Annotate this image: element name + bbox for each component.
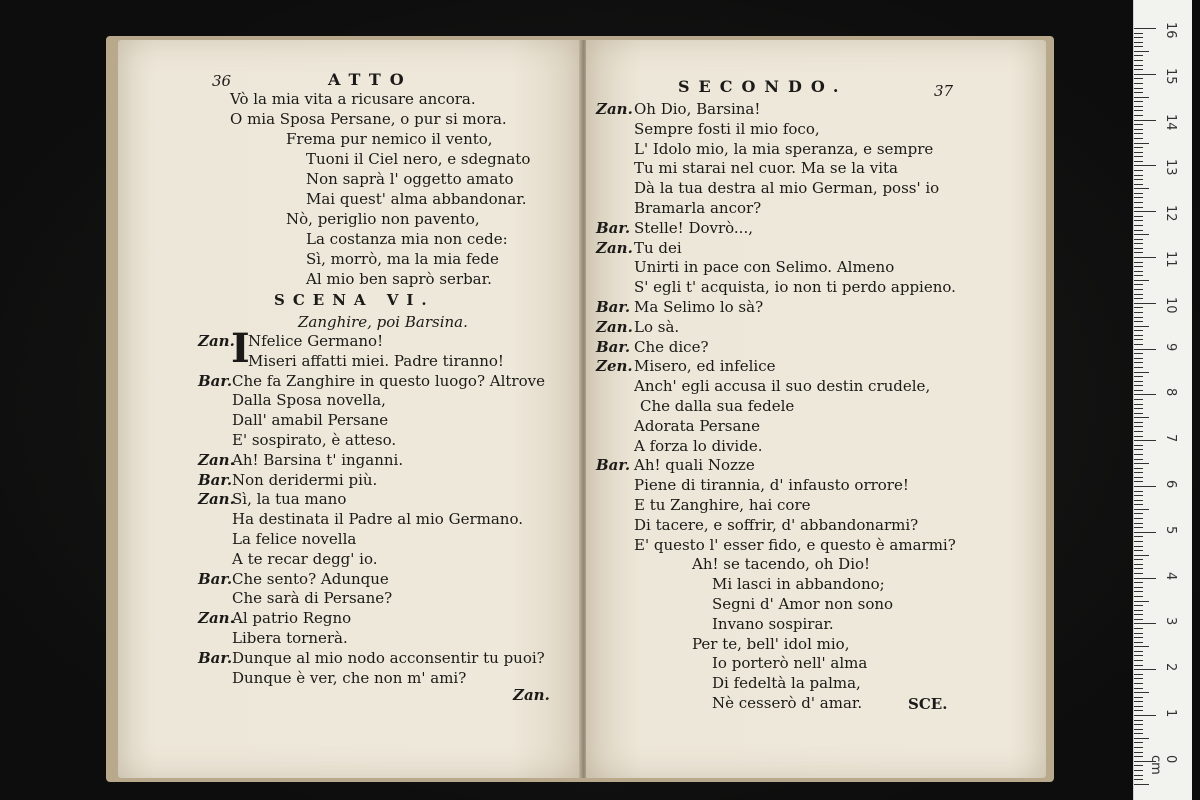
text-line: E tu Zanghire, hai core [634, 496, 811, 514]
ruler-tick [1134, 697, 1143, 698]
text-line: Sempre fosti il mio foco, [634, 119, 820, 138]
text-line: Sì, morrò, ma la mia fede [306, 250, 499, 268]
text-line: Che sarà di Persane? [232, 589, 393, 608]
ruler-number: 2 [1163, 663, 1178, 672]
left-catchword: Zan. [513, 686, 550, 704]
ruler-tick [1134, 170, 1143, 171]
ruler-number: 15 [1163, 67, 1178, 85]
ruler-tick [1134, 280, 1149, 281]
text-line: A forza lo divide. [634, 436, 763, 455]
ruler-tick [1134, 225, 1143, 226]
text-line: Dalla Sposa novella, [232, 391, 386, 410]
text-line: Non deridermi più. [232, 470, 378, 489]
text-line: Dall' amabil Persane [232, 411, 389, 430]
text-line: Invano sospirar. [712, 614, 834, 633]
ruler-tick [1134, 683, 1143, 684]
ruler-tick [1134, 445, 1143, 446]
ruler-tick [1134, 614, 1143, 615]
ruler-tick [1134, 486, 1156, 487]
ruler-tick [1134, 69, 1143, 70]
text-line: E' sospirato, è atteso. [232, 431, 397, 449]
ruler-tick [1134, 449, 1143, 450]
ruler-tick [1134, 413, 1143, 414]
ruler-tick [1134, 509, 1149, 510]
ruler-tick [1134, 550, 1143, 551]
ruler-tick [1134, 729, 1143, 730]
ruler-tick [1134, 463, 1149, 464]
ruler-tick [1134, 129, 1143, 130]
ruler-tick [1134, 431, 1143, 432]
scene-heading: SCENA VI. [274, 291, 435, 309]
text-line: Ah! se tacendo, oh Dio! [692, 555, 871, 574]
text-line: La felice novella [232, 530, 357, 548]
ruler-tick [1134, 60, 1143, 61]
text-line: Ah! Barsina t' inganni. [232, 450, 404, 469]
ruler-number: 7 [1163, 434, 1178, 443]
ruler-tick [1134, 349, 1156, 350]
ruler-tick [1134, 88, 1143, 89]
speaker-label: Zan. [596, 317, 633, 336]
ruler-tick [1134, 436, 1143, 437]
ruler-tick [1134, 216, 1143, 217]
ruler-tick [1134, 289, 1143, 290]
ruler-tick [1134, 385, 1143, 386]
ruler-tick [1134, 481, 1143, 482]
ruler-tick [1134, 271, 1143, 272]
ruler-tick [1134, 202, 1143, 203]
ruler-tick [1134, 152, 1143, 153]
text-line: Che sento? Adunque [232, 569, 389, 588]
text-line: Che fa Zanghire in questo luogo? Altrove [232, 371, 545, 390]
speaker-label: Bar. [198, 470, 233, 489]
ruler-tick [1134, 587, 1143, 588]
ruler-tick [1134, 303, 1156, 304]
ruler-tick [1134, 367, 1143, 368]
ruler-number: 0 cm [1148, 754, 1178, 775]
text-line: Per te, bell' idol mio, [692, 634, 850, 653]
ruler-tick [1134, 770, 1143, 771]
ruler-tick [1134, 404, 1143, 405]
ruler-tick [1134, 720, 1143, 721]
ruler-tick [1134, 399, 1143, 400]
ruler-tick [1134, 546, 1143, 547]
ruler-tick [1134, 275, 1143, 276]
ruler-tick [1134, 527, 1143, 528]
ruler-tick [1134, 715, 1156, 716]
ruler-tick [1134, 243, 1143, 244]
text-line: Ha destinata il Padre al mio Germano. [232, 510, 523, 529]
ruler-tick [1134, 775, 1143, 776]
ruler-tick [1134, 133, 1143, 134]
ruler-tick [1134, 83, 1143, 84]
ruler-tick [1134, 143, 1149, 144]
ruler-tick [1134, 536, 1143, 537]
ruler-tick [1134, 46, 1143, 47]
ruler-tick [1134, 110, 1143, 111]
ruler-tick [1134, 161, 1143, 162]
ruler-number: 3 [1163, 617, 1178, 626]
ruler-tick [1134, 312, 1143, 313]
ruler-tick [1134, 610, 1143, 611]
drop-cap: I [231, 325, 250, 372]
text-line: Di tacere, e soffrir, d' abbandonarmi? [634, 515, 919, 534]
ruler-tick [1134, 234, 1149, 235]
ruler-tick [1134, 765, 1143, 766]
ruler-number: 8 [1163, 388, 1178, 397]
ruler-tick [1134, 779, 1143, 780]
ruler-tick [1134, 701, 1143, 702]
ruler-number: 14 [1163, 113, 1178, 131]
right-page [586, 40, 1046, 778]
ruler-tick [1134, 426, 1143, 427]
ruler-tick [1134, 262, 1143, 263]
ruler-tick [1134, 101, 1143, 102]
text-line: Al patrio Regno [232, 609, 352, 628]
ruler-tick [1134, 362, 1143, 363]
ruler-tick [1134, 252, 1143, 253]
ruler-tick [1134, 92, 1143, 93]
ruler-tick [1134, 179, 1143, 180]
ruler-tick [1134, 573, 1143, 574]
ruler-tick [1134, 578, 1156, 579]
ruler-tick [1134, 339, 1143, 340]
ruler-tick [1134, 335, 1143, 336]
speaker-label: Zan. [596, 238, 633, 257]
text-line: Non saprà l' oggetto amato [306, 170, 514, 188]
ruler-tick [1134, 477, 1143, 478]
ruler-number: 4 [1163, 571, 1178, 580]
text-line: Mai quest' alma abbandonar. [306, 190, 527, 208]
ruler-tick [1134, 495, 1143, 496]
text-line: Nò, periglio non pavento, [286, 210, 480, 228]
ruler-tick [1134, 738, 1149, 739]
ruler-tick [1134, 372, 1149, 373]
ruler-tick [1134, 188, 1149, 189]
ruler-tick [1134, 692, 1149, 693]
text-line: Dà la tua destra al mio German, poss' io [634, 179, 940, 198]
speaker-label: Zan. [198, 609, 235, 628]
ruler-tick [1134, 742, 1143, 743]
ruler-number: 1 [1163, 709, 1178, 718]
text-line: Io porterò nell' alma [712, 654, 868, 673]
text-line: E' questo l' esser fido, e questo è amarmi? [634, 535, 956, 554]
ruler-tick [1134, 165, 1156, 166]
ruler-tick [1134, 37, 1143, 38]
ruler-number: 10 [1163, 296, 1178, 314]
ruler-tick [1134, 623, 1156, 624]
ruler-tick [1134, 660, 1143, 661]
text-line: Bramarla ancor? [634, 199, 762, 217]
text-line: Dunque al mio nodo acconsentir tu puoi? [232, 648, 545, 667]
ruler-tick [1134, 472, 1143, 473]
ruler-tick [1134, 193, 1143, 194]
ruler-number: 12 [1163, 205, 1178, 222]
ruler-tick [1134, 706, 1143, 707]
ruler-tick [1134, 97, 1149, 98]
ruler-tick [1134, 605, 1143, 606]
text-line: Vò la mia vita a ricusare ancora. [230, 90, 476, 108]
text-line: Unirti in pace con Selimo. Almeno [634, 258, 895, 277]
ruler-number: 13 [1163, 159, 1178, 176]
ruler-tick [1134, 326, 1149, 327]
speaker-label: Bar. [198, 371, 233, 390]
ruler-tick [1134, 115, 1143, 116]
ruler-tick [1134, 74, 1156, 75]
ruler-tick [1134, 642, 1143, 643]
ruler-tick [1134, 207, 1143, 208]
ruler-tick [1134, 710, 1143, 711]
speaker-label: Zan. [596, 100, 633, 118]
text-line: O mia Sposa Persane, o pur si mora. [230, 110, 507, 128]
scene-cast: Zanghire, poi Barsina. [298, 313, 468, 331]
ruler-tick [1134, 120, 1156, 121]
text-line: Nfelice Germano! [248, 332, 384, 350]
ruler-tick [1134, 532, 1156, 533]
ruler-tick [1134, 138, 1143, 139]
ruler-tick [1134, 353, 1143, 354]
ruler-tick [1134, 417, 1149, 418]
ruler-tick [1134, 394, 1156, 395]
speaker-label: Zan. [198, 490, 235, 509]
ruler-tick [1134, 468, 1143, 469]
ruler-tick [1134, 596, 1143, 597]
text-line: Tuoni il Ciel nero, e sdegnato [306, 150, 531, 168]
ruler-tick [1134, 381, 1143, 382]
ruler-tick [1134, 637, 1143, 638]
text-line: S' egli t' acquista, io non ti perdo appieno. [634, 278, 956, 297]
text-line: Ah! quali Nozze [634, 456, 755, 475]
ruler-tick [1134, 284, 1143, 285]
ruler-tick [1134, 147, 1143, 148]
ruler-tick [1134, 568, 1143, 569]
text-line: Tu dei [634, 238, 682, 257]
text-line: Lo sà. [634, 317, 680, 336]
ruler-tick [1134, 230, 1143, 231]
text-line: Al mio ben saprò serbar. [306, 270, 492, 288]
ruler-tick [1134, 674, 1143, 675]
text-line: L' Idolo mio, la mia speranza, e sempre [634, 139, 934, 158]
text-line: Sì, la tua mano [232, 490, 347, 509]
ruler-tick [1134, 559, 1143, 560]
ruler-tick [1134, 78, 1143, 79]
text-line: La costanza mia non cede: [306, 230, 508, 248]
ruler-tick [1134, 33, 1143, 34]
text-line: Che dalla sua fedele [640, 397, 795, 415]
left-page [118, 40, 581, 778]
ruler-tick [1134, 724, 1143, 725]
text-line: Ma Selimo lo sà? [634, 298, 764, 316]
ruler-tick [1134, 628, 1143, 629]
ruler-tick [1134, 266, 1143, 267]
ruler-tick [1134, 239, 1143, 240]
ruler-tick [1134, 601, 1149, 602]
text-line: Nè cesserò d' amar. [712, 694, 863, 712]
ruler-tick [1134, 513, 1143, 514]
ruler-tick [1134, 317, 1143, 318]
ruler-tick [1134, 646, 1149, 647]
ruler-tick [1134, 294, 1143, 295]
text-line: A te recar degg' io. [232, 549, 378, 568]
speaker-label: Bar. [596, 298, 631, 316]
speaker-label: Zen. [596, 357, 633, 376]
ruler-number: 11 [1163, 251, 1178, 268]
ruler-tick [1134, 55, 1143, 56]
ruler-tick [1134, 619, 1143, 620]
speaker-label: Zan. [198, 332, 235, 350]
ruler-tick [1134, 500, 1143, 501]
ruler-tick [1134, 655, 1143, 656]
speaker-label: Bar. [198, 648, 233, 667]
ruler-tick [1134, 106, 1143, 107]
text-line: Anch' egli accusa il suo destin crudele, [634, 377, 931, 396]
ruler-tick [1134, 523, 1143, 524]
ruler-tick [1134, 298, 1143, 299]
ruler-tick [1134, 518, 1143, 519]
ruler-tick [1134, 376, 1143, 377]
ruler-tick [1134, 257, 1156, 258]
right-running-header: SECONDO. [678, 77, 848, 96]
measuring-ruler [1133, 0, 1192, 800]
text-line: Adorata Persane [634, 416, 760, 435]
speaker-label: Bar. [596, 337, 631, 356]
ruler-tick [1134, 747, 1143, 748]
ruler-tick [1134, 197, 1143, 198]
ruler-tick [1134, 752, 1143, 753]
ruler-number: 5 [1163, 525, 1178, 535]
ruler-tick [1134, 756, 1143, 757]
ruler-tick [1134, 124, 1143, 125]
ruler-number: 6 [1163, 480, 1178, 489]
ruler-tick [1134, 733, 1143, 734]
text-line: Oh Dio, Barsina! [634, 100, 761, 118]
ruler-tick [1134, 591, 1143, 592]
ruler-tick [1134, 42, 1143, 43]
text-line: Tu mi starai nel cuor. Ma se la vita [634, 159, 898, 178]
ruler-tick [1134, 651, 1143, 652]
ruler-tick [1134, 688, 1143, 689]
ruler-tick [1134, 156, 1143, 157]
speaker-label: Zan. [198, 450, 235, 469]
ruler-tick [1134, 454, 1143, 455]
ruler-tick [1134, 408, 1143, 409]
ruler-tick [1134, 248, 1143, 249]
speaker-label: Bar. [596, 218, 631, 237]
ruler-tick [1134, 344, 1143, 345]
ruler-tick [1134, 330, 1143, 331]
ruler-tick [1134, 28, 1156, 29]
ruler-tick [1134, 51, 1149, 52]
text-line: Frema pur nemico il vento, [286, 130, 493, 148]
ruler-tick [1134, 321, 1143, 322]
text-line: Mi lasci in abbandono; [712, 575, 885, 594]
ruler-tick [1134, 633, 1143, 634]
ruler-tick [1134, 175, 1143, 176]
left-running-header: ATTO [328, 70, 413, 89]
text-line: Misero, ed infelice [634, 357, 776, 376]
text-line: Miseri affatti miei. Padre tiranno! [248, 351, 504, 370]
ruler-tick [1134, 665, 1143, 666]
ruler-tick [1134, 669, 1156, 670]
ruler-tick [1134, 564, 1143, 565]
text-line: Dunque è ver, che non m' ami? [232, 668, 467, 687]
ruler-tick [1134, 784, 1149, 785]
ruler-tick [1134, 184, 1143, 185]
ruler-tick [1134, 582, 1143, 583]
ruler-tick [1134, 422, 1143, 423]
right-catchword: SCE. [908, 695, 948, 713]
ruler-tick [1134, 440, 1156, 441]
ruler-tick [1134, 65, 1143, 66]
ruler-tick [1134, 358, 1143, 359]
text-line: Che dice? [634, 337, 709, 356]
speaker-label: Bar. [198, 569, 233, 588]
text-line: Piene di tirannia, d' infausto orrore! [634, 476, 909, 495]
ruler-tick [1134, 504, 1143, 505]
ruler-tick [1134, 211, 1156, 212]
text-line: Stelle! Dovrò..., [634, 218, 753, 237]
ruler-tick [1134, 555, 1149, 556]
ruler-tick [1134, 491, 1143, 492]
text-line: Segni d' Amor non sono [712, 595, 894, 613]
ruler-tick [1134, 307, 1143, 308]
left-page-number: 36 [212, 72, 232, 90]
ruler-number: 9 [1163, 342, 1178, 351]
ruler-tick [1134, 220, 1143, 221]
ruler-tick [1134, 678, 1143, 679]
right-page-number: 37 [934, 82, 954, 100]
text-line: Libera tornerà. [232, 629, 348, 647]
speaker-label: Bar. [596, 456, 631, 475]
ruler-tick [1134, 459, 1143, 460]
ruler-tick [1134, 541, 1143, 542]
text-line: Di fedeltà la palma, [712, 674, 861, 693]
ruler-number: 16 [1163, 22, 1178, 39]
ruler-tick [1134, 390, 1143, 391]
